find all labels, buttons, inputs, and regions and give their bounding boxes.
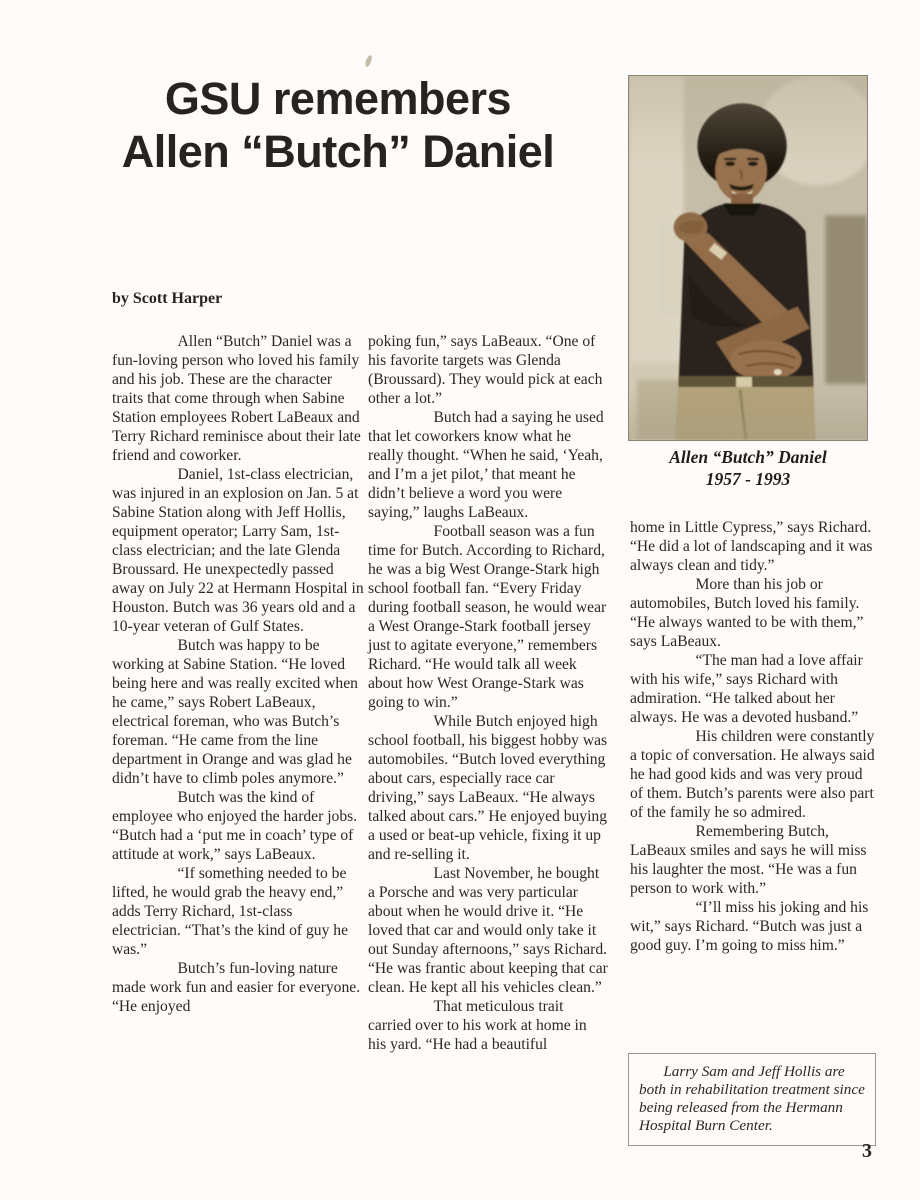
paragraph: Butch was happy to be working at Sabine Station. “He loved being here and was really excited when he came,” says Robert LaBeaux, electrical foreman, who was Butch’s foreman. “He came from the line department in Orange and was glad he didn’t have to climb poles anymore.”	[112, 637, 358, 787]
byline: by Scott Harper	[112, 290, 223, 307]
paragraph: Butch’s fun-loving nature made work fun and easier for everyone. “He enjoyed	[112, 960, 361, 1015]
paragraph: home in Little Cypress,” says Richard. “He did a lot of landscaping and it was always clean and tidy.”	[630, 519, 873, 574]
paragraph: Last November, he bought a Porsche and was very particular about when he would drive it. “He loved that car and would only take it out Sunday afternoons,” says Richard. “He was frantic about keeping that car clean. He kept all his vehicles clean.”	[368, 865, 608, 996]
paragraph: Allen “Butch” Daniel was a fun-loving person who loved his family and his job. These are the character traits that come through when Sabine Station employees Robert LaBeaux and Terry Richard reminisce about their late friend and coworker.	[112, 333, 361, 464]
paragraph: That meticulous trait carried over to his work at home in his yard. “He had a beautiful	[368, 998, 587, 1053]
memorial-photo	[628, 75, 868, 441]
paragraph: “If something needed to be lifted, he would grab the heavy end,” adds Terry Richard, 1st-class electrician. “That’s the kind of guy he was.”	[112, 865, 348, 958]
paragraph: Daniel, 1st-class electrician, was injured in an explosion on Jan. 5 at Sabine Station along with Jeff Hollis, equipment operator; Larry Sam, 1st-class electrician; and the late Glenda Broussard. He unexpectedly passed away on July 22 at Hermann Hospital in Houston. Butch was 36 years old and a 10-year veteran of Gulf States.	[112, 466, 364, 635]
photo-caption-name: Allen “Butch” Daniel	[669, 447, 827, 467]
article-column-3	[630, 518, 876, 955]
article-title-line1: GSU remembers	[164, 73, 512, 124]
scan-speck	[364, 55, 372, 68]
photo-caption-years: 1957 - 1993	[705, 469, 791, 489]
article-column-1	[112, 332, 364, 1016]
paragraph: While Butch enjoyed high school football, his biggest hobby was automobiles. “Butch loved everything about cars, especially race car driving,” says LaBeaux. “He always talked about cars.” He enjoyed buying a used or beat-up vehicle, fixing it up and re-selling it.	[368, 713, 608, 863]
photo-caption	[620, 446, 876, 490]
portrait-photo-illustration	[629, 76, 867, 440]
editors-note-box	[628, 1053, 876, 1146]
paragraph: Football season was a fun time for Butch. According to Richard, he was a big West Orange-Stark high school football fan. “Every Friday during football season, he would wear a West Orange-Stark football jersey just to agitate everyone,” remembers Richard. “He would talk all week about how West Orange-Stark was going to win.”	[368, 523, 607, 711]
paragraph: Remembering Butch, LaBeaux smiles and says he will miss his laughter the most. “He was a fun person to work with.”	[630, 823, 867, 897]
article-title-line2: Allen “Butch” Daniel	[121, 126, 555, 177]
paragraph: “The man had a love affair with his wife,” says Richard with admiration. “He talked about her always. He was a devoted husband.”	[630, 652, 863, 726]
paragraph: Butch had a saying he used that let coworkers know what he really thought. “When he said, ‘Yeah, and I’m a jet pilot,’ that meant he didn’t believe a word you were saying,” laughs LaBeaux.	[368, 409, 604, 521]
article-title	[58, 72, 618, 178]
paragraph: poking fun,” says LaBeaux. “One of his favorite targets was Glenda (Broussard). They would pick at each other a lot.”	[368, 333, 603, 407]
paragraph: Butch was the kind of employee who enjoyed the harder jobs. “Butch had a ‘put me in coach’ type of attitude at work,” says LaBeaux.	[112, 789, 358, 863]
paragraph: More than his job or automobiles, Butch loved his family. “He always wanted to be with them,” says LaBeaux.	[630, 576, 864, 650]
paragraph: His children were constantly a topic of conversation. He always said he had good kids and was very proud of them. Butch’s parents were also part of the family he so admired.	[630, 728, 875, 821]
paragraph: “I’ll miss his joking and his wit,” says Richard. “Butch was just a good guy. I’m going to miss him.”	[630, 899, 869, 954]
editors-note-text: Larry Sam and Jeff Hollis are both in rehabilitation treatment since being released from the Hermann Hospital Burn Center.	[639, 1063, 865, 1134]
page-number: 3	[862, 1140, 872, 1162]
article-column-2	[368, 332, 608, 1054]
